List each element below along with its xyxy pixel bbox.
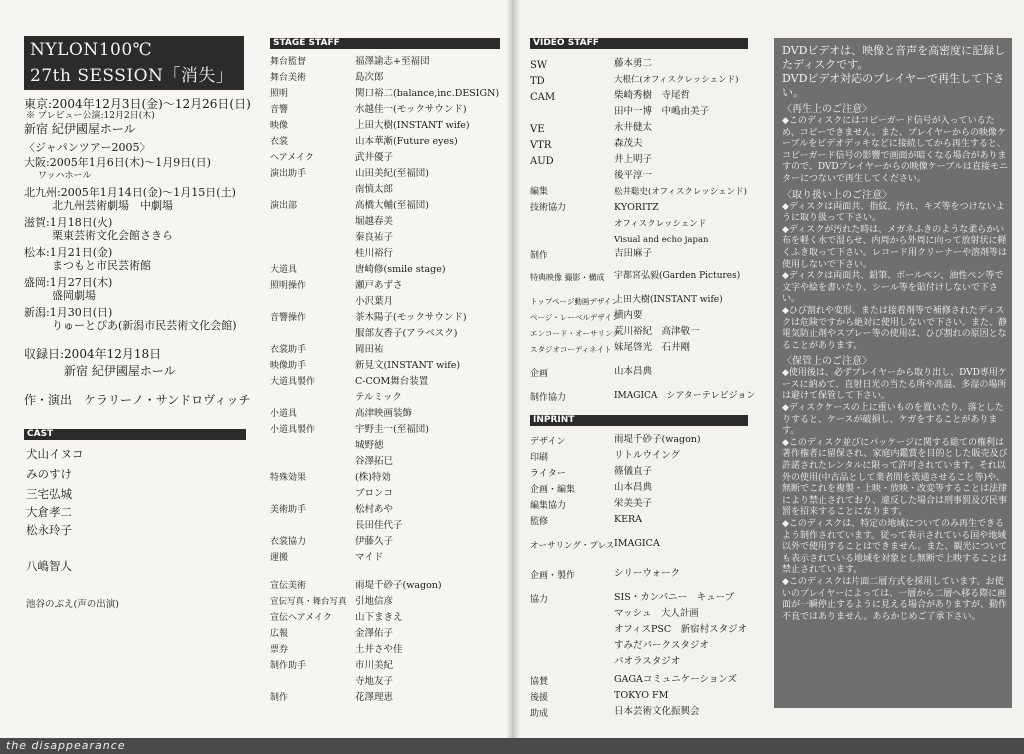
stage-name: C-COM舞台装置 — [355, 376, 429, 387]
stage-name: 関口裕二(balance,inc.DESIGN) — [355, 88, 500, 99]
stage-name: 雨堤千砂子(wagon) — [355, 580, 442, 591]
video-name: 宇都宮弘毅(Garden Pictures) — [614, 271, 741, 281]
inprint-name: GAGAコミュニケーションズ — [614, 674, 738, 685]
page-gutter — [506, 0, 520, 754]
inprint-name: TOKYO FM — [614, 690, 669, 701]
video-role: VTR — [530, 140, 552, 151]
video-name: 横内要 — [614, 310, 643, 321]
venue-shiga: 滋賀:1月18日(火) — [24, 216, 113, 229]
cast-member-5: 松永玲子 — [26, 523, 72, 537]
stage-name: 土井さや佳 — [355, 644, 403, 655]
stage-role: 衣裳 — [270, 137, 289, 147]
video-role: 企画 — [530, 369, 549, 379]
venue-kitakyushu: 北九州:2005年1月14日(金)〜1月15日(土) — [24, 186, 236, 199]
inprint-name: シリーウォーク — [614, 568, 681, 579]
handling-text-1: ◆ディスクは両面共、指紋、汚れ、キズ等をつけないように取り扱って下さい。 — [782, 201, 1005, 224]
stage-name: 上田大樹(INSTANT wife) — [355, 120, 470, 131]
notice-lead-2: DVDビデオ対応のプレイヤーで再生して下さい。 — [782, 72, 1005, 99]
inprint-name: オフィスPSC 新宿村スタジオ — [614, 624, 748, 635]
stage-name: 山本華漸(Future eyes) — [355, 136, 458, 147]
cast-member-2: みのすけ — [26, 467, 72, 481]
cast-member-7: 池谷のぶえ(声の出演) — [26, 599, 119, 610]
region-text: ◆このディスクは、特定の地域についてのみ再生できるよう制作されています。従って表示されている国や地域以外で使用することはできません。また、観光についても表示されている地域を対象とし無断で上映することは禁止されています。 — [782, 519, 1008, 576]
stage-role: 宣伝ヘアメイク — [270, 613, 332, 623]
video-name: 柴崎秀樹 寺尾哲 — [614, 90, 691, 101]
stage-name: 伊藤久子 — [355, 536, 394, 547]
stage-role: 映像 — [270, 121, 289, 131]
video-name: 森茂夫 — [614, 138, 643, 149]
inprint-name: リトルウイング — [614, 450, 681, 461]
video-role: VE — [530, 124, 545, 135]
stage-name: 福澤諭志+至福団 — [355, 56, 430, 67]
stage-role: 大道具製作 — [270, 377, 316, 387]
video-role: 編集 — [530, 187, 549, 197]
stage-name: 茶木陽子(モックサウンド) — [355, 312, 467, 323]
stage-name: ブロンコ — [355, 488, 394, 499]
stage-role: 小道具製作 — [270, 425, 316, 435]
inprint-role: 後援 — [530, 693, 549, 703]
japan-tour: 〈ジャパンツアー2005〉 — [24, 141, 151, 154]
stage-name: 武井優子 — [355, 152, 394, 163]
stage-name: (株)特効 — [355, 472, 391, 483]
storage-text-2: ◆ディスクケースの上に重いものを置いたり、落としたりすると、ケースが破損し、ケガをすることがあります。 — [782, 403, 1004, 437]
stage-role: 舞台美術 — [270, 73, 307, 83]
video-role: エンコード・オーサリング — [530, 329, 620, 338]
inprint-role: 編集協力 — [530, 501, 567, 511]
author-director: 作・演出 ケラリーノ・サンドロヴィッチ — [24, 393, 251, 407]
inprint-name: 篠儀直子 — [614, 466, 653, 477]
stage-name: 宇野圭一(至福団) — [355, 424, 429, 435]
inprint-name: すみだパークスタジオ — [614, 640, 709, 651]
stage-name: 瀬戸あずさ — [355, 280, 403, 291]
video-role: 技術協力 — [530, 203, 567, 213]
venue-matsumoto-hall: まつもと市民芸術館 — [52, 259, 151, 272]
stage-role: ヘアメイク — [270, 153, 314, 163]
video-name: 上田大樹(INSTANT wife) — [614, 295, 723, 305]
venue-niigata-hall: りゅーとぴあ(新潟市民芸術文化会館) — [52, 319, 237, 332]
stage-role: 宣伝美術 — [270, 581, 307, 591]
handling-text-3: ◆ディスクは両面共、鉛筆、ボールペン、油性ペン等で文字や絵を書いたり、シール等を貼付けしないで下さい。 — [782, 271, 1004, 305]
recorded-date: 収録日:2004年12月18日 — [24, 347, 162, 361]
stage-name: 寺地友子 — [355, 676, 394, 687]
stage-staff-header: STAGE STAFF — [270, 38, 500, 49]
video-name: 井上明子 — [614, 154, 653, 165]
stage-role: 宣伝写真・舞台写真 — [270, 597, 347, 607]
notice-lead-1: DVDビデオは、映像と音声を高密度に記録したディスクです。 — [782, 44, 1006, 71]
stage-name: 唐崎修(smile stage) — [355, 264, 446, 275]
inprint-role: 企画・製作 — [530, 571, 576, 581]
rights-text: ◆このディスク並びにパッケージに関する総ての権利は著作権者に留保され、家庭内鑑賞を目的とした販売及び許諾されたレンタルに限って許可されています。それ以外の使用(中古品として業者間を流通させること等)や、無断でこれを複製・上映・放映・改変等することは法律により禁止されており、違反した場合は刑事罰及び民事罰を招来することになります。 — [782, 437, 1008, 518]
playback-text: ◆このディスクにはコピーガード信号が入っているため、コピーできません。また、プレイヤーからの映像ケーブルをビデオデッキなどに接続してから再生すると、コピーガード信号の影響で画面が暗くなる場合がありますので、DVDプレイヤーからの映像ケーブルは直接モニターにつないで再生してください。 — [782, 116, 1008, 184]
video-role: SW — [530, 60, 548, 71]
stage-role: 大道具 — [270, 265, 298, 275]
title-line-1: NYLON100℃ — [30, 40, 153, 60]
video-role: 制作協力 — [530, 393, 567, 403]
playback-heading: 〈再生上のご注意〉 — [782, 104, 872, 115]
stage-name: 引地信彦 — [355, 596, 394, 607]
video-role: ページ・レーベルデザイン — [530, 313, 620, 322]
stage-name: 岡田祐 — [355, 344, 384, 355]
stage-role: 音響 — [270, 105, 289, 115]
stage-name: 金澤佑子 — [355, 628, 394, 639]
inprint-name: 日本芸術文化振興会 — [614, 706, 700, 717]
stage-role: 照明 — [270, 89, 289, 99]
video-name: 吉田麻子 — [614, 248, 653, 259]
inprint-role: 企画・編集 — [530, 485, 576, 495]
stage-name: 谷澤拓巳 — [355, 456, 394, 467]
stage-role: 音響操作 — [270, 313, 307, 323]
video-role: 制作 — [530, 251, 549, 261]
video-name: Visual and echo japan — [614, 235, 709, 245]
video-name: 永井健太 — [614, 122, 653, 133]
stage-name: 松村あや — [355, 504, 394, 515]
inprint-name: 雨堤千砂子(wagon) — [614, 434, 701, 445]
stage-role: 照明操作 — [270, 281, 307, 291]
inprint-name: IMAGICA — [614, 538, 660, 549]
inprint-role: デザイン — [530, 437, 566, 447]
stage-name: 服部友香子(アラベスク) — [355, 328, 458, 339]
stage-role: 演出部 — [270, 201, 298, 211]
video-name: 妹尾啓光 石井剛 — [614, 342, 691, 353]
stage-name: 新見文(INSTANT wife) — [355, 360, 461, 371]
video-name: IMAGICA シアターテレビジョン — [614, 391, 756, 401]
venue-osaka: 大阪:2005年1月6日(木)〜1月9日(日) — [24, 156, 211, 169]
video-name: 松井聡史(オフィスクレッシェンド) — [614, 187, 747, 197]
video-role: AUD — [530, 156, 554, 167]
stage-name: 高橋大輔(至福団) — [355, 200, 429, 211]
stage-role: 舞台監督 — [270, 57, 307, 67]
stage-name: 山田美紀(至福団) — [355, 168, 429, 179]
inprint-name: 山本昌典 — [614, 482, 653, 493]
venue-morioka-hall: 盛岡劇場 — [52, 289, 96, 302]
venue-tokyo-hall: 新宿 紀伊國屋ホール — [24, 122, 136, 136]
inprint-role: ライター — [530, 469, 566, 479]
video-name: 大根仁(オフィスクレッシェンド) — [614, 75, 739, 85]
cast-member-1: 犬山イヌコ — [26, 447, 84, 461]
stage-role: 小道具 — [270, 409, 298, 419]
dvd-notice-panel — [774, 38, 1012, 708]
venue-kitakyushu-hall: 北九州芸術劇場 中劇場 — [52, 199, 173, 212]
video-name: オフィスクレッシェンド — [614, 219, 707, 229]
inprint-header: INPRINT — [530, 415, 748, 426]
venue-tokyo: 東京:2004年12月3日(金)〜12月26日(日) — [24, 97, 251, 111]
stage-role: 美術助手 — [270, 505, 307, 515]
stage-name: マイド — [355, 552, 384, 563]
stage-role: 映像助手 — [270, 361, 307, 371]
venue-matsumoto: 松本:1月21日(金) — [24, 246, 113, 259]
inprint-role: 協賛 — [530, 677, 549, 687]
stage-role: 演出助手 — [270, 169, 307, 179]
venue-niigata: 新潟:1月30日(日) — [24, 306, 113, 319]
inprint-role: 協力 — [530, 595, 549, 605]
stage-name: 南慎太郎 — [355, 184, 394, 195]
inprint-name: 栄美美子 — [614, 498, 653, 509]
handling-text-2: ◆ディスクが汚れた時は、メガネふきのような柔らかい布を軽く水で湿らせ、内周から外周に向って放射状に軽くふき取って下さい。レコード用クリーナーや溶剤等は使用しないで下さい。 — [782, 224, 1008, 270]
handling-text-4: ◆ひび割れや変形、または接着剤等で補修されたディスクは危険ですから絶対に使用しないで下さい。また、静電気防止剤やスプレー等の使用は、ひび割れの原因となることがあります。 — [782, 305, 1008, 351]
video-name: 藤本勇二 — [614, 58, 653, 69]
video-name: 田中一博 中嶋由美子 — [614, 106, 710, 117]
inprint-role: 印刷 — [530, 453, 549, 463]
cast-member-4: 大倉孝二 — [26, 505, 72, 519]
inprint-name: マッシュ 大人計画 — [614, 608, 699, 619]
video-staff-header: VIDEO STAFF — [530, 38, 748, 49]
venue-preview: ※ プレビュー公演:12月2日(木) — [26, 111, 155, 121]
inprint-role: 監修 — [530, 517, 549, 527]
stage-role: 衣裳協力 — [270, 537, 307, 547]
video-role: スタジオコーディネイト — [530, 345, 612, 354]
stage-name: 水越佳一(モックサウンド) — [355, 104, 467, 115]
stage-name: テルミック — [355, 392, 402, 403]
stage-role: 広報 — [270, 629, 289, 639]
stage-role: 票券 — [270, 645, 289, 655]
stage-name: 山下まきえ — [355, 612, 403, 623]
footer-label: the disappearance — [6, 739, 126, 752]
footer-band — [0, 738, 1024, 754]
production-title — [24, 36, 244, 90]
stage-name: 市川美紀 — [355, 660, 394, 671]
inprint-name: パオラスタジオ — [614, 656, 681, 667]
stage-name: 高津映画装飾 — [355, 408, 413, 419]
recorded-hall: 新宿 紀伊國屋ホール — [64, 364, 176, 378]
video-role: TD — [530, 76, 545, 87]
stage-name: 島次郎 — [355, 72, 384, 83]
aspect-text: ◆このディスクは片面二層方式を採用しています。お使いのプレイヤーによっては、一層から二層へ移る際に画面が一瞬停止するように見える場合がありますが、動作不良ではありません。あらかじめご了承下さい。 — [782, 576, 1008, 622]
inprint-role: 助成 — [530, 709, 549, 719]
stage-name: 城野徳 — [355, 440, 384, 451]
inprint-role: オーサリング・プレス — [530, 541, 615, 551]
stage-role: 制作 — [270, 693, 289, 703]
venue-osaka-hall: ワッハホール — [38, 171, 92, 181]
video-role: CAM — [530, 92, 556, 103]
handling-heading: 〈取り扱い上のご注意〉 — [782, 189, 892, 201]
cast-member-6: 八嶋智人 — [26, 559, 72, 573]
stage-role: 制作助手 — [270, 661, 307, 671]
cast-header: CAST — [24, 429, 246, 440]
storage-text-1: ◆使用後は、必ずプレイヤーから取り出し、DVD専用ケースに納めて、直射日光の当たる所や高温、多湿の場所は避けて保管して下さい。 — [782, 368, 1007, 402]
stage-role: 衣裳助手 — [270, 345, 307, 355]
venue-shiga-hall: 栗東芸術文化会館さきら — [52, 229, 173, 242]
stage-name: 堀越春美 — [355, 216, 394, 227]
video-name: 後平淳一 — [614, 170, 653, 181]
stage-name: 桂川裕行 — [355, 248, 394, 259]
stage-role: 運搬 — [270, 553, 289, 563]
stage-role: 特殊効果 — [270, 473, 307, 483]
video-role: トップページ動画デザイン — [530, 297, 619, 306]
stage-name: 小沢葉月 — [355, 296, 394, 307]
inprint-name: KERA — [614, 514, 643, 525]
video-name: 山本昌典 — [614, 366, 653, 377]
video-name: KYORITZ — [614, 202, 659, 213]
stage-name: 秦良祐子 — [355, 232, 394, 243]
storage-heading: 〈保管上のご注意〉 — [782, 356, 872, 368]
venue-morioka: 盛岡:1月27日(木) — [24, 276, 113, 289]
stage-name: 長田佳代子 — [355, 520, 403, 531]
inprint-name: SIS・カンパニー キューブ — [614, 592, 735, 603]
stage-name: 花澤理恵 — [355, 692, 394, 703]
cast-member-3: 三宅弘城 — [26, 487, 72, 501]
video-role: 特典映像 撮影・構成 — [530, 273, 605, 282]
title-line-2: 27th SESSION「消失」 — [30, 66, 234, 86]
video-name: 荒川裕紀 高津敬一 — [614, 326, 700, 337]
